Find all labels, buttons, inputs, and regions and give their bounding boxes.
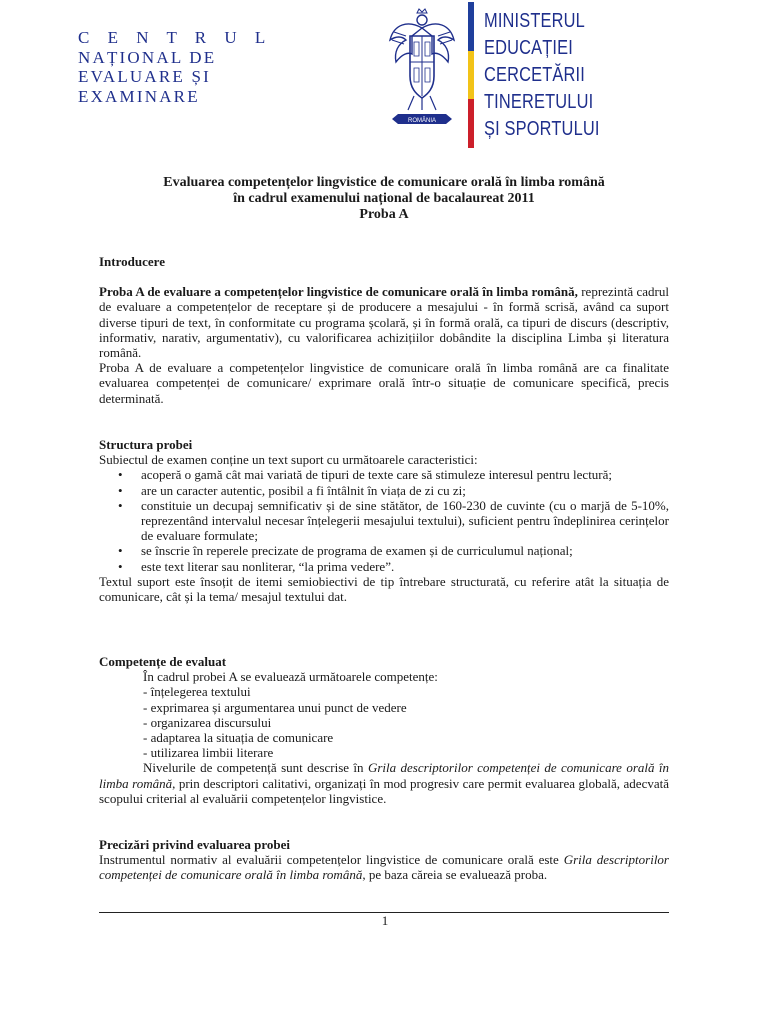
ministry-name [484, 8, 600, 143]
list-item: • constituie un decupaj semnificativ și de sine stătător, de 160-230 de cuvinte (cu o marjă de 5-10%, reprezentând intervalul necesar înțelegerii mesajului textului), suficient pentru îndeplinirea cerințelor de evaluare formulate; [99, 498, 669, 544]
list-item: - organizarea discursului [143, 714, 272, 730]
institution-line: EVALUARE ȘI [78, 67, 211, 86]
section-precizari [99, 837, 669, 883]
competences-lead: În cadrul probei A se evaluează următoarele competențe: [143, 669, 438, 685]
flag-stripe-blue [468, 2, 474, 51]
list-item: - exprimarea și argumentarea unui punct de vedere [143, 699, 407, 715]
ministry-line: EDUCAȚIEI [484, 37, 573, 59]
section-heading: Structura probei [99, 437, 193, 452]
title-line-3: Proba A [359, 207, 409, 222]
grid-title-italic: Grila descriptorilor competenței de comunicare orală în limba română [99, 760, 669, 791]
section-heading: Precizări privind evaluarea probei [99, 837, 291, 852]
structure-lead: Subiectul de examen conține un text suport cu următoarele caracteristici: [99, 452, 478, 468]
institution-line: NAȚIONAL DE [78, 47, 217, 67]
institution-name [78, 28, 272, 106]
title-line-1: Evaluarea competențelor lingvistice de comunicare orală în limba română [163, 175, 605, 190]
grid-title-italic: Grila descriptorilor competenței de comunicare orală în limba română [99, 852, 669, 883]
section-introducere [99, 254, 669, 406]
flag-stripe-red [468, 99, 474, 148]
section-structura [99, 437, 669, 604]
institution-line: C E N T R U L [78, 28, 273, 47]
list-item: - utilizarea limbii literare [143, 745, 274, 761]
ministry-line: ȘI SPORTULUI [484, 118, 600, 140]
list-item: • se înscrie în reperele precizate de programa de examen și de curriculumul național; [99, 543, 669, 558]
precizari-paragraph [99, 852, 669, 882]
page-number: 1 [381, 913, 389, 928]
paragraph-text: Nivelurile de competență sunt descrise în [143, 760, 368, 776]
section-heading: Competențe de evaluat [99, 654, 227, 669]
ministry-line: CERCETĂRII [484, 64, 585, 86]
intro-bold-lead: Proba A de evaluare a competențelor lingvistice de comunicare orală în limba română, [99, 284, 578, 300]
structure-bullet-list [99, 467, 669, 573]
list-item: • are un caracter autentic, posibil a fi întâlnit în viața de zi cu zi; [99, 483, 669, 498]
institution-line: EXAMINARE [78, 86, 200, 106]
paragraph-text: , pe baza căreia se evaluează proba. [362, 867, 548, 883]
paragraph-text: Instrumentul normativ al evaluării competențelor lingvistice de comunicare orală este [99, 852, 564, 868]
list-item: - adaptarea la situația de comunicare [143, 730, 334, 746]
list-item: - înțelegerea textului [143, 684, 251, 700]
section-heading: Introducere [99, 254, 165, 269]
intro-paragraph-1 [99, 284, 669, 360]
document-title [99, 175, 669, 223]
title-line-2: în cadrul examenului național de bacalaureat 2011 [233, 191, 535, 206]
intro-paragraph-1-text: reprezintă cadrul de evaluare a competențelor de receptare și de producere a mesajului - în formă scrisă, având ca suport diverse tipuri de text, în conformitate cu programa școlară, și în formă orală, ca tipuri de discurs (descriptiv, informativ, narativ, argumentativ), cu valorificarea achizițiilor dobândite la disciplina Limba și literatura română. [99, 284, 669, 361]
paragraph-text: , prin descriptori calitativi, organizați în mod progresiv care permit evaluarea globală, adecvată scopului criterial al evaluării competențelor lingvistice. [99, 775, 669, 806]
section-competente [99, 654, 669, 806]
competences-paragraph [99, 760, 669, 806]
flag-stripe-yellow [468, 51, 474, 100]
list-item: • este text literar sau nonliterar, “la prima vedere”. [99, 559, 669, 574]
ministry-line: TINERETULUI [484, 91, 594, 113]
crest-label: ROMÂNIA [407, 118, 437, 124]
ministry-line: MINISTERUL [484, 10, 585, 32]
list-item: • acoperă o gamă cât mai variată de tipuri de texte care să stimuleze interesul pentru lectură; [99, 467, 669, 482]
intro-paragraph-2: Proba A de evaluare a competențelor lingvistice de comunicare orală în limba română are ca finalitate evaluarea competenței de comunicare/ exprimare orală într-o situație de comunicare specifică, precis determinată. [99, 360, 669, 406]
coat-of-arms-icon [386, 6, 458, 134]
structure-closing: Textul suport este însoțit de itemi semiobiectivi de tip întrebare structurată, cu referire atât la situația de comunicare, cât și la tema/ mesajul textului dat. [99, 573, 669, 605]
tricolor-flag [468, 2, 474, 148]
